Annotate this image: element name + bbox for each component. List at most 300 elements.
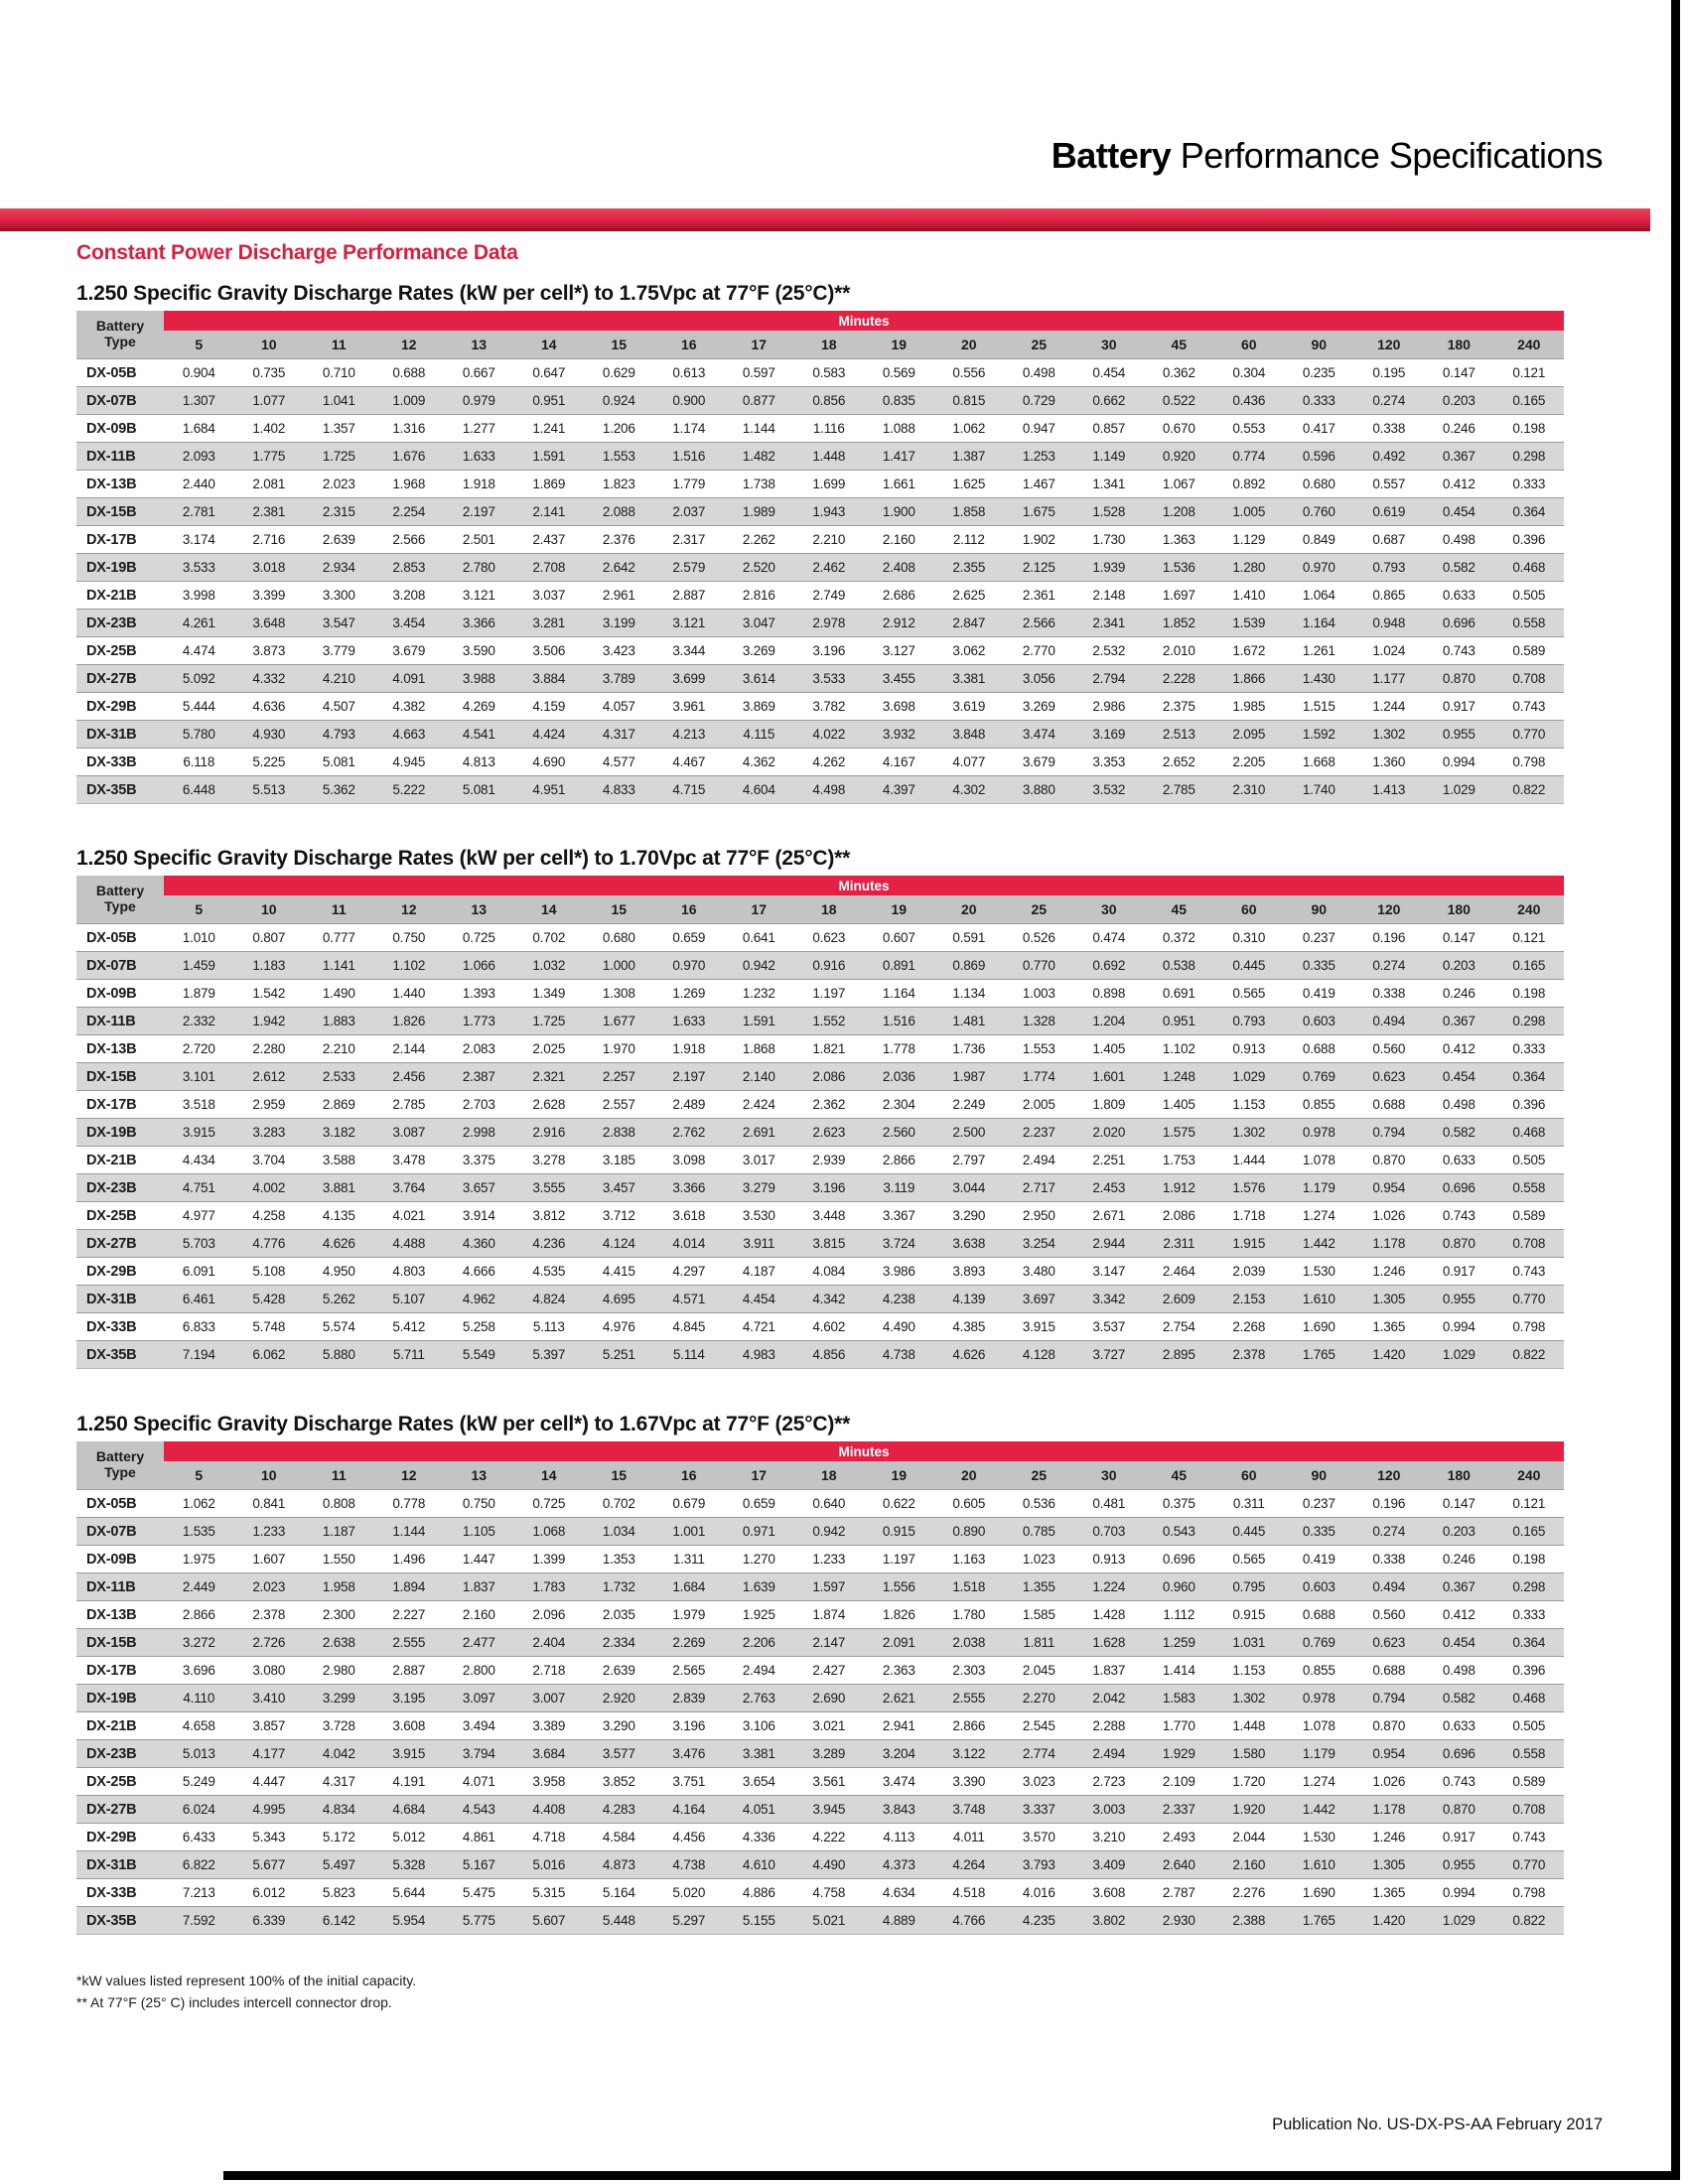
kw-value-cell: 0.367 [1442, 1014, 1476, 1028]
kw-value-cell: 1.365 [1372, 1319, 1406, 1334]
kw-value-cell: 3.881 [322, 1180, 355, 1195]
minute-column-header: 14 [514, 331, 585, 359]
kw-value-cell: 0.454 [1442, 504, 1476, 519]
battery-type-cell: DX-33B [86, 1884, 137, 1901]
kw-value-cell: 3.812 [532, 1208, 566, 1223]
kw-value-cell: 2.930 [1162, 1913, 1196, 1928]
table-row [76, 1629, 1564, 1657]
kw-value-cell: 3.537 [1092, 1319, 1126, 1334]
kw-value-cell: 3.455 [882, 671, 915, 686]
kw-value-cell: 0.708 [1512, 671, 1546, 686]
kw-value-cell: 0.417 [1302, 421, 1336, 436]
kw-value-cell: 1.675 [1022, 504, 1055, 519]
kw-value-cell: 3.789 [602, 671, 635, 686]
kw-value-cell: 0.147 [1442, 930, 1476, 945]
kw-value-cell: 5.328 [392, 1857, 426, 1872]
kw-value-cell: 2.565 [672, 1663, 706, 1678]
kw-value-cell: 2.197 [672, 1069, 706, 1084]
kw-value-cell: 5.362 [322, 782, 355, 797]
kw-value-cell: 1.280 [1232, 560, 1266, 575]
kw-value-cell: 0.778 [392, 1496, 426, 1511]
kw-value-cell: 3.480 [1022, 1264, 1055, 1279]
kw-value-cell: 4.498 [812, 782, 846, 797]
battery-type-column-header: Battery Type [76, 311, 164, 359]
kw-value-cell: 1.102 [1162, 1041, 1196, 1056]
kw-value-cell: 3.852 [602, 1774, 635, 1789]
kw-value-cell: 3.182 [322, 1125, 355, 1140]
kw-value-cell: 4.336 [742, 1830, 775, 1844]
kw-value-cell: 2.652 [1162, 754, 1196, 769]
kw-value-cell: 4.091 [392, 671, 426, 686]
kw-value-cell: 2.249 [952, 1097, 986, 1112]
kw-value-cell: 0.505 [1512, 1153, 1546, 1167]
kw-value-cell: 2.276 [1232, 1885, 1266, 1900]
kw-value-cell: 2.980 [322, 1663, 355, 1678]
battery-type-cell: DX-31B [86, 726, 137, 743]
battery-type-cell: DX-15B [86, 503, 137, 520]
kw-value-cell: 0.246 [1442, 1552, 1476, 1567]
kw-value-cell: 0.769 [1302, 1069, 1336, 1084]
kw-value-cell: 1.989 [742, 504, 775, 519]
battery-type-cell: DX-05B [86, 1495, 137, 1512]
kw-value-cell: 4.269 [462, 699, 495, 714]
kw-value-cell: 1.690 [1302, 1319, 1336, 1334]
kw-value-cell: 1.576 [1232, 1180, 1266, 1195]
kw-value-cell: 4.342 [812, 1292, 846, 1306]
minute-column-header: 20 [934, 331, 1005, 359]
kw-value-cell: 2.387 [462, 1069, 495, 1084]
battery-type-cell: DX-35B [86, 1346, 137, 1363]
kw-value-cell: 6.822 [182, 1857, 215, 1872]
minute-column-header: 120 [1354, 331, 1425, 359]
kw-value-cell: 3.679 [1022, 754, 1055, 769]
kw-value-cell: 2.020 [1092, 1125, 1126, 1140]
kw-value-cell: 1.270 [742, 1552, 775, 1567]
battery-type-cell: DX-25B [86, 1773, 137, 1790]
kw-value-cell: 3.056 [1022, 671, 1055, 686]
kw-value-cell: 5.315 [532, 1885, 566, 1900]
kw-value-cell: 1.826 [392, 1014, 426, 1028]
kw-value-cell: 1.153 [1232, 1663, 1266, 1678]
kw-value-cell: 1.141 [322, 958, 355, 973]
kw-value-cell: 1.349 [532, 986, 566, 1001]
kw-value-cell: 3.399 [252, 588, 286, 603]
kw-value-cell: 0.298 [1512, 1014, 1546, 1028]
kw-value-cell: 1.402 [252, 421, 286, 436]
minutes-band-header: Minutes [164, 1441, 1564, 1461]
kw-value-cell: 2.866 [182, 1607, 215, 1622]
kw-value-cell: 0.333 [1512, 477, 1546, 491]
kw-value-cell: 1.102 [392, 958, 426, 973]
kw-value-cell: 3.474 [882, 1774, 915, 1789]
kw-value-cell: 4.695 [602, 1292, 635, 1306]
kw-value-cell: 4.715 [672, 782, 706, 797]
kw-value-cell: 3.961 [672, 699, 706, 714]
kw-value-cell: 1.420 [1372, 1913, 1406, 1928]
kw-value-cell: 1.405 [1092, 1041, 1126, 1056]
kw-value-cell: 3.375 [462, 1153, 495, 1167]
kw-value-cell: 0.419 [1302, 986, 1336, 1001]
kw-value-cell: 1.000 [602, 958, 635, 973]
kw-value-cell: 1.580 [1232, 1746, 1266, 1761]
kw-value-cell: 0.623 [1372, 1069, 1406, 1084]
kw-value-cell: 4.467 [672, 754, 706, 769]
kw-value-cell: 0.591 [952, 930, 986, 945]
kw-value-cell: 1.482 [742, 449, 775, 464]
table-body [76, 359, 1564, 804]
kw-value-cell: 3.269 [742, 643, 775, 658]
kw-value-cell: 1.677 [602, 1014, 635, 1028]
kw-value-cell: 2.934 [322, 560, 355, 575]
kw-value-cell: 0.333 [1512, 1041, 1546, 1056]
kw-value-cell: 1.736 [952, 1041, 986, 1056]
battery-type-cell: DX-07B [86, 1523, 137, 1540]
kw-value-cell: 4.128 [1022, 1347, 1055, 1362]
kw-value-cell: 2.560 [882, 1125, 915, 1140]
kw-value-cell: 0.770 [1512, 1857, 1546, 1872]
kw-value-cell: 0.994 [1442, 754, 1476, 769]
kw-value-cell: 2.691 [742, 1125, 775, 1140]
kw-value-cell: 0.121 [1512, 930, 1546, 945]
kw-value-cell: 6.091 [182, 1264, 215, 1279]
kw-value-cell: 1.690 [1302, 1885, 1336, 1900]
kw-value-cell: 3.174 [182, 532, 215, 547]
kw-value-cell: 4.302 [952, 782, 986, 797]
kw-value-cell: 0.659 [742, 1496, 775, 1511]
kw-value-cell: 1.305 [1372, 1292, 1406, 1306]
kw-value-cell: 5.114 [672, 1347, 705, 1362]
kw-value-cell: 3.932 [882, 727, 915, 742]
kw-value-cell: 4.210 [322, 671, 355, 686]
kw-value-cell: 3.098 [672, 1153, 706, 1167]
kw-value-cell: 5.412 [392, 1319, 426, 1334]
kw-value-cell: 0.735 [252, 365, 286, 380]
kw-value-cell: 4.187 [742, 1264, 775, 1279]
battery-type-cell: DX-17B [86, 1662, 137, 1679]
table-row [76, 1202, 1564, 1230]
kw-value-cell: 4.507 [322, 699, 355, 714]
kw-value-cell: 1.261 [1302, 643, 1336, 658]
minute-column-header: 11 [304, 331, 374, 359]
kw-value-cell: 0.569 [882, 365, 915, 380]
kw-value-cell: 1.204 [1092, 1014, 1126, 1028]
kw-value-cell: 5.677 [252, 1857, 286, 1872]
kw-value-cell: 0.543 [1162, 1524, 1196, 1539]
kw-value-cell: 4.751 [182, 1180, 215, 1195]
kw-value-cell: 3.506 [532, 643, 566, 658]
kw-value-cell: 5.225 [252, 754, 286, 769]
kw-value-cell: 2.623 [812, 1125, 846, 1140]
kw-value-cell: 3.007 [532, 1691, 566, 1706]
table-title-175vpc: 1.250 Specific Gravity Discharge Rates (kW per cell*) to 1.75Vpc at 77°F (25°C)** [76, 282, 851, 305]
table-row [76, 1601, 1564, 1629]
kw-value-cell: 5.343 [252, 1830, 286, 1844]
minute-column-header: 180 [1424, 895, 1494, 924]
table-row [76, 1879, 1564, 1907]
kw-value-cell: 3.195 [392, 1691, 426, 1706]
kw-value-cell: 2.251 [1092, 1153, 1126, 1167]
kw-value-cell: 3.023 [1022, 1774, 1055, 1789]
kw-value-cell: 1.775 [252, 449, 286, 464]
minute-column-header: 13 [444, 331, 514, 359]
kw-value-cell: 3.727 [1092, 1347, 1126, 1362]
table-row [76, 1712, 1564, 1740]
kw-value-cell: 1.078 [1302, 1153, 1336, 1167]
kw-value-cell: 5.108 [252, 1264, 286, 1279]
table-row [76, 1230, 1564, 1258]
kw-value-cell: 2.321 [532, 1069, 566, 1084]
kw-value-cell: 1.430 [1302, 671, 1336, 686]
kw-value-cell: 0.557 [1372, 477, 1406, 491]
kw-value-cell: 2.355 [952, 560, 986, 575]
kw-value-cell: 2.703 [462, 1097, 495, 1112]
battery-type-cell: DX-25B [86, 1207, 137, 1224]
kw-value-cell: 1.780 [952, 1607, 986, 1622]
kw-value-cell: 3.454 [392, 615, 426, 630]
kw-value-cell: 3.530 [742, 1208, 775, 1223]
minute-column-header: 240 [1494, 1461, 1565, 1490]
kw-value-cell: 1.026 [1372, 1208, 1406, 1223]
kw-value-cell: 1.625 [952, 477, 986, 491]
battery-type-cell: DX-21B [86, 587, 137, 604]
kw-value-cell: 0.725 [462, 930, 495, 945]
kw-value-cell: 0.794 [1372, 1125, 1406, 1140]
kw-value-cell: 3.590 [462, 643, 495, 658]
kw-value-cell: 1.575 [1162, 1125, 1196, 1140]
kw-value-cell: 3.779 [322, 643, 355, 658]
kw-value-cell: 3.518 [182, 1097, 215, 1112]
kw-value-cell: 3.044 [952, 1180, 986, 1195]
kw-value-cell: 2.639 [322, 532, 355, 547]
table-row [76, 1286, 1564, 1313]
kw-value-cell: 4.886 [742, 1885, 775, 1900]
kw-value-cell: 5.954 [392, 1913, 426, 1928]
kw-value-cell: 2.036 [882, 1069, 915, 1084]
kw-value-cell: 1.943 [812, 504, 846, 519]
kw-value-cell: 1.305 [1372, 1857, 1406, 1872]
kw-value-cell: 0.971 [742, 1524, 775, 1539]
kw-value-cell: 0.913 [1092, 1552, 1126, 1567]
kw-value-cell: 5.297 [672, 1913, 706, 1928]
kw-value-cell: 0.165 [1512, 1524, 1546, 1539]
kw-value-cell: 4.543 [462, 1802, 495, 1817]
kw-value-cell: 3.794 [462, 1746, 495, 1761]
kw-value-cell: 0.890 [952, 1524, 986, 1539]
kw-value-cell: 2.787 [1162, 1885, 1196, 1900]
kw-value-cell: 2.334 [602, 1635, 635, 1650]
kw-value-cell: 1.177 [1372, 671, 1406, 686]
kw-value-cell: 3.988 [462, 671, 495, 686]
kw-value-cell: 5.711 [392, 1347, 425, 1362]
kw-value-cell: 4.995 [252, 1802, 286, 1817]
battery-type-cell: DX-23B [86, 1745, 137, 1762]
kw-value-cell: 0.696 [1442, 1180, 1476, 1195]
kw-value-cell: 0.947 [1022, 421, 1055, 436]
kw-value-cell: 3.021 [812, 1718, 846, 1733]
minute-column-header: 19 [864, 1461, 934, 1490]
kw-value-cell: 1.328 [1022, 1014, 1055, 1028]
kw-value-cell: 0.589 [1512, 643, 1546, 658]
kw-value-cell: 3.366 [672, 1180, 706, 1195]
battery-type-column-header: Battery Type [76, 1441, 164, 1490]
kw-value-cell: 2.023 [252, 1579, 286, 1594]
kw-value-cell: 3.410 [252, 1691, 286, 1706]
kw-value-cell: 0.865 [1372, 588, 1406, 603]
kw-value-cell: 1.442 [1302, 1802, 1336, 1817]
kw-value-cell: 4.434 [182, 1153, 215, 1167]
kw-value-cell: 0.841 [252, 1496, 286, 1511]
table-row [76, 1119, 1564, 1147]
discharge-table-167vpc [76, 1441, 1564, 1935]
kw-value-cell: 1.029 [1442, 1347, 1476, 1362]
kw-value-cell: 0.951 [1162, 1014, 1196, 1028]
kw-value-cell: 1.164 [882, 986, 915, 1001]
minute-column-header: 30 [1074, 1461, 1145, 1490]
kw-value-cell: 1.393 [462, 986, 495, 1001]
kw-value-cell: 4.159 [532, 699, 566, 714]
minute-column-header: 25 [1004, 331, 1074, 359]
kw-value-cell: 4.447 [252, 1774, 286, 1789]
kw-value-cell: 1.233 [812, 1552, 846, 1567]
kw-value-cell: 3.474 [1022, 727, 1055, 742]
kw-value-cell: 2.686 [882, 588, 915, 603]
kw-value-cell: 0.613 [672, 365, 706, 380]
kw-value-cell: 4.454 [742, 1292, 775, 1306]
kw-value-cell: 1.032 [532, 958, 566, 973]
kw-value-cell: 5.113 [532, 1319, 565, 1334]
kw-value-cell: 2.153 [1232, 1292, 1266, 1306]
kw-value-cell: 0.680 [1302, 477, 1336, 491]
kw-value-cell: 6.024 [182, 1802, 215, 1817]
battery-type-cell: DX-17B [86, 1096, 137, 1113]
kw-value-cell: 1.481 [952, 1014, 986, 1028]
table-header [76, 1441, 1564, 1490]
table-row [76, 980, 1564, 1008]
kw-value-cell: 0.454 [1442, 1069, 1476, 1084]
kw-value-cell: 1.874 [812, 1607, 846, 1622]
table-row [76, 443, 1564, 471]
battery-type-cell: DX-13B [86, 1040, 137, 1057]
kw-value-cell: 0.978 [1302, 1125, 1336, 1140]
kw-value-cell: 4.021 [392, 1208, 426, 1223]
kw-value-cell: 4.602 [812, 1319, 846, 1334]
kw-value-cell: 0.538 [1162, 958, 1196, 973]
kw-value-cell: 4.604 [742, 782, 775, 797]
kw-value-cell: 4.317 [322, 1774, 355, 1789]
kw-value-cell: 1.399 [532, 1552, 566, 1567]
table-title-170vpc: 1.250 Specific Gravity Discharge Rates (kW per cell*) to 1.70Vpc at 77°F (25°C)** [76, 847, 851, 870]
battery-type-cell: DX-11B [86, 1013, 136, 1029]
table-row [76, 387, 1564, 415]
kw-value-cell: 4.164 [672, 1802, 706, 1817]
table-row [76, 665, 1564, 693]
kw-value-cell: 0.121 [1512, 365, 1546, 380]
kw-value-cell: 7.213 [182, 1885, 215, 1900]
discharge-table-170vpc [76, 876, 1564, 1369]
table-row [76, 776, 1564, 804]
table-row [76, 1657, 1564, 1685]
kw-value-cell: 3.390 [952, 1774, 986, 1789]
minute-column-header: 12 [374, 1461, 445, 1490]
kw-value-cell: 0.915 [882, 1524, 915, 1539]
kw-value-cell: 4.690 [532, 754, 566, 769]
kw-value-cell: 0.798 [1512, 1885, 1546, 1900]
kw-value-cell: 0.195 [1372, 365, 1406, 380]
kw-value-cell: 3.196 [812, 1180, 846, 1195]
kw-value-cell: 1.516 [882, 1014, 915, 1028]
kw-value-cell: 1.684 [182, 421, 215, 436]
kw-value-cell: 1.467 [1022, 477, 1055, 491]
kw-value-cell: 3.204 [882, 1746, 915, 1761]
kw-value-cell: 1.868 [742, 1041, 775, 1056]
kw-value-cell: 4.861 [462, 1830, 495, 1844]
kw-value-cell: 4.373 [882, 1857, 915, 1872]
minute-column-header: 10 [234, 1461, 305, 1490]
battery-type-cell: DX-21B [86, 1717, 137, 1734]
battery-type-cell: DX-33B [86, 753, 137, 770]
kw-value-cell: 2.453 [1092, 1180, 1126, 1195]
kw-value-cell: 1.866 [1232, 671, 1266, 686]
kw-value-cell: 2.489 [672, 1097, 706, 1112]
table-row [76, 1740, 1564, 1768]
kw-value-cell: 2.081 [252, 477, 286, 491]
kw-value-cell: 0.855 [1302, 1097, 1336, 1112]
kw-value-cell: 5.013 [182, 1746, 215, 1761]
kw-value-cell: 0.900 [672, 393, 706, 408]
kw-value-cell: 2.304 [882, 1097, 915, 1112]
table-row [76, 1768, 1564, 1796]
battery-type-cell: DX-29B [86, 1263, 137, 1280]
kw-value-cell: 0.375 [1162, 1496, 1196, 1511]
kw-value-cell: 2.363 [882, 1663, 915, 1678]
kw-value-cell: 2.237 [1022, 1125, 1055, 1140]
kw-value-cell: 2.140 [742, 1069, 775, 1084]
kw-value-cell: 5.020 [672, 1885, 706, 1900]
kw-value-cell: 0.582 [1442, 1691, 1476, 1706]
kw-value-cell: 3.958 [532, 1774, 566, 1789]
kw-value-cell: 1.307 [182, 393, 215, 408]
kw-value-cell: 5.222 [392, 782, 426, 797]
kw-value-cell: 3.106 [742, 1718, 775, 1733]
kw-value-cell: 1.730 [1092, 532, 1126, 547]
kw-value-cell: 1.026 [1372, 1774, 1406, 1789]
table-row [76, 1685, 1564, 1712]
kw-value-cell: 2.083 [462, 1041, 495, 1056]
kw-value-cell: 0.708 [1512, 1802, 1546, 1817]
kw-value-cell: 2.311 [1163, 1236, 1196, 1251]
minute-column-header: 10 [234, 331, 305, 359]
kw-value-cell: 3.494 [462, 1718, 495, 1733]
kw-value-cell: 1.444 [1232, 1153, 1266, 1167]
kw-value-cell: 1.365 [1372, 1885, 1406, 1900]
table-header [76, 876, 1564, 924]
kw-value-cell: 0.237 [1302, 930, 1336, 945]
kw-value-cell: 0.667 [462, 365, 495, 380]
kw-value-cell: 3.269 [1022, 699, 1055, 714]
battery-type-cell: DX-33B [86, 1318, 137, 1335]
kw-value-cell: 3.478 [392, 1153, 426, 1167]
kw-value-cell: 1.274 [1302, 1208, 1336, 1223]
kw-value-cell: 1.062 [182, 1496, 215, 1511]
kw-value-cell: 5.549 [462, 1347, 495, 1362]
kw-value-cell: 3.873 [252, 643, 286, 658]
kw-value-cell: 3.857 [252, 1718, 286, 1733]
kw-value-cell: 3.062 [952, 643, 986, 658]
minute-column-header: 180 [1424, 331, 1494, 359]
kw-value-cell: 4.626 [322, 1236, 355, 1251]
kw-value-cell: 5.607 [532, 1913, 566, 1928]
kw-value-cell: 2.341 [1092, 615, 1126, 630]
